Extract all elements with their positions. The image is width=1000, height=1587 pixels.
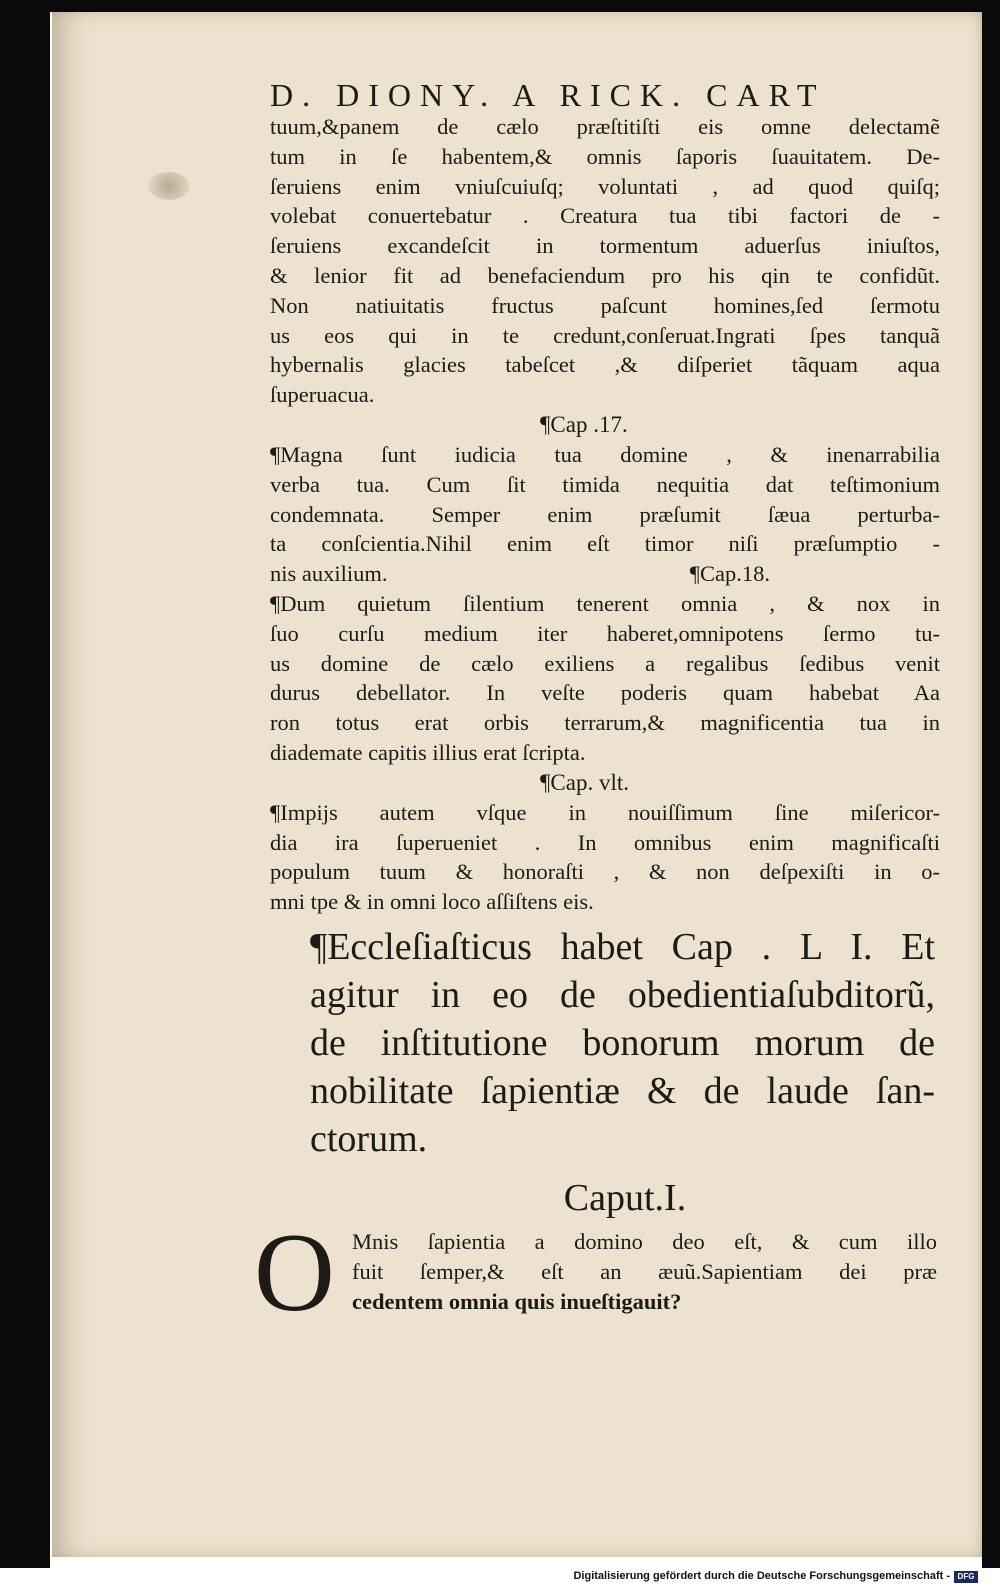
page-stain <box>148 172 190 200</box>
text-line: ſeruiens enim vniuſcuiuſq; voluntati , ad quod quiſq; <box>270 173 940 199</box>
text-line: volebat conuertebatur . Creatura tua tibi factori de - <box>270 203 940 229</box>
text-line: ron totus erat orbis terrarum,& magnificentia tua in <box>270 710 940 736</box>
passage-2 <box>270 440 940 589</box>
text-line: ſeruiens excandeſcit in tormentum aduerſus iniuſtos, <box>270 233 940 259</box>
text-line: ¶Dum quietum ſilentium tenerent omnia , & nox in <box>270 590 940 616</box>
text-line: & lenior fit ad benefaciendum pro his qin te confidũt. <box>270 262 940 288</box>
drop-cap-initial: O <box>254 1210 335 1335</box>
chapter-heading-17: ¶Cap .17. <box>540 411 628 437</box>
text-line: populum tuum & honoraſti , & non deſpexiſti in o- <box>270 859 940 885</box>
opening-lines <box>352 1227 937 1316</box>
passage-1 <box>270 112 940 410</box>
text-line: diademate capitis illius erat ſcripta. <box>270 739 586 765</box>
passage-3 <box>270 589 940 768</box>
summary-line: ctorum. <box>310 1117 428 1160</box>
scan-border-top <box>0 0 1000 12</box>
text-line: dia ira ſuperueniet . In omnibus enim magnificaſti <box>270 829 940 855</box>
text-line: fuit ſemper,& eſt an æuũ.Sapientiam dei præ <box>352 1258 937 1284</box>
text-line: us domine de cælo exiliens a regalibus ſedibus venit <box>270 650 940 676</box>
summary-line: agitur in eo de obedientiaſubditorũ, <box>310 973 935 1016</box>
text-line: us eos qui in te credunt,conſeruat.Ingrati ſpes tanquã <box>270 322 940 348</box>
text-line <box>270 559 940 589</box>
text-line: mni tpe & in omni loco aſſiſtens eis. <box>270 889 594 915</box>
text-line: cedentem omnia quis inueſtigauit? <box>352 1288 682 1314</box>
text-line: ta conſcientia.Nihil enim eſt timor niſi præſumptio - <box>270 531 940 557</box>
text-line: tum in ſe habentem,& omnis ſaporis ſuauitatem. De- <box>270 143 940 169</box>
summary-line: de inſtitutione bonorum morum de <box>310 1021 935 1064</box>
chapter-heading-18: ¶Cap.18. <box>689 561 770 587</box>
running-head: D. DIONY. A RICK. CART <box>270 77 826 113</box>
book-summary <box>310 923 935 1163</box>
scan-border-right <box>982 0 1000 1568</box>
text-line: Non natiuitatis fructus paſcunt homines,ſed ſermotu <box>270 292 940 318</box>
caput-heading: Caput.I. <box>563 1176 687 1219</box>
text-line: ¶Impijs autem vſque in nouiſſimum ſine miſericor- <box>270 799 940 825</box>
text-line: condemnata. Semper enim præſumit ſæua perturba- <box>270 501 940 527</box>
text-line: ¶Magna ſunt iudicia tua domine , & inenarrabilia <box>270 441 940 467</box>
dfg-logo: DFG <box>954 1571 978 1583</box>
summary-line: ¶Eccleſiaſticus habet Cap . L I. Et <box>310 925 935 968</box>
opening-paragraph <box>254 1210 940 1335</box>
chapter-heading-ult: ¶Cap. vlt. <box>540 769 630 795</box>
funding-credit: Digitalisierung gefördert durch die Deutsche Forschungsgemeinschaft - <box>573 1570 950 1582</box>
text-line: ſuperuacua. <box>270 382 375 408</box>
passage-4 <box>270 798 940 917</box>
text-line: durus debellator. In veſte poderis quam habebat Aa <box>270 680 940 706</box>
summary-line: nobilitate ſapientiæ & de laude ſan- <box>310 1069 935 1112</box>
passage-2-tail: nis auxilium. <box>270 561 388 587</box>
scan-border-left <box>0 0 50 1568</box>
text-line: ſuo curſu medium iter haberet,omnipotens ſermo tu- <box>270 620 940 646</box>
text-line: hybernalis glacies tabeſcet ,& diſperiet tãquam aqua <box>270 352 940 378</box>
text-line: tuum,&panem de cælo præſtitiſti eis omne delectamẽ <box>270 114 940 139</box>
text-column <box>254 77 940 1335</box>
text-line: verba tua. Cum ſit timida nequitia dat teſtimonium <box>270 471 940 497</box>
text-line: Mnis ſapientia a domino deo eſt, & cum illo <box>352 1228 937 1254</box>
